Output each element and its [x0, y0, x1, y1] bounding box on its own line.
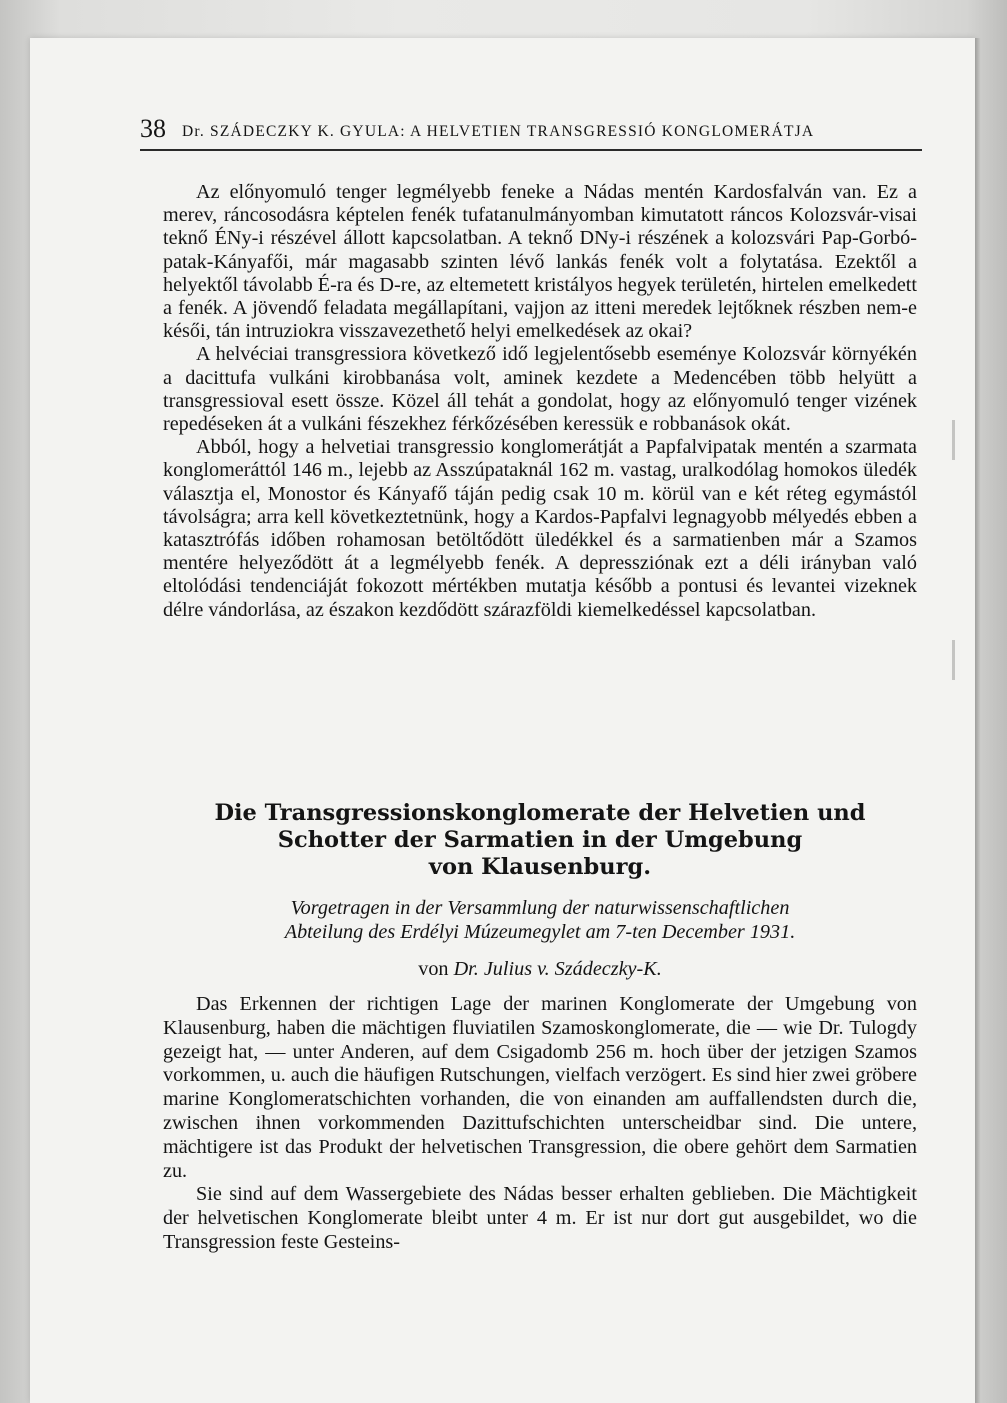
article-title: [163, 800, 917, 881]
author-line: [163, 957, 917, 981]
article-subtitle: [163, 897, 917, 944]
page-edge-shadow: [975, 38, 981, 1403]
german-text: [163, 993, 917, 1255]
paragraph: Sie sind auf dem Wassergebiete des Nádas besser erhalten geblieben. Die Mächtigkeit der helvetischen Konglomerate bleibt unter 4 m. Er ist nur dort gut ausgebildet, wo die Transgression feste Gesteins-: [163, 1183, 917, 1253]
title-line: von Klausenburg.: [428, 854, 652, 880]
running-title: Dr. SZÁDECZKY K. GYULA: A HELVETIEN TRANSGRESSIÓ KONGLOMERÁTJA: [182, 123, 815, 140]
hungarian-text: [163, 181, 917, 622]
author-prefix: von: [418, 958, 449, 980]
subtitle-line: Vorgetragen in der Versammlung der naturwissenschaftlichen: [290, 897, 790, 919]
scan-artifact: [952, 420, 955, 460]
subtitle-line: Abteilung des Erdélyi Múzeumegylet am 7-ten December 1931.: [284, 920, 796, 943]
paragraph: Abból, hogy a helvetiai transgressio konglomerátját a Papfalvipatak mentén a szarmata konglomeráttól 146 m., lejebb az Asszúpataknál 162 m. vastag, uralkodólag homokos üledék választja el, Monostor és Kányafő táján pedig csak 10 m. körül van e két réteg egymástól távolságra; arra kell következtetnünk, hogy a Kardos-Papfalvi legnagyobb mélyedés ebben a katasztrófás időben rohamosan betöltődött üledékkel és a sarmatienben már a Szamos mentére helyeződött át a legmélyebb fenék. A depressziónak ezt a déli irányban való eltolódási tendenciáját fokozott mértékben mutatja később a pontusi és levantei vizeknek délre vándorlása, az északon kezdődött szárazföldi kiemelkedéssel kapcsolatban.: [163, 436, 917, 621]
page-number: 38: [140, 114, 166, 143]
page-header: [140, 112, 920, 150]
header-rule: [140, 149, 922, 151]
paragraph: Az előnyomuló tenger legmélyebb feneke a Nádas mentén Kardosfalván van. Ez a merev, ráncosodásra képtelen fenék tufatanulmányomban kimutatott ráncos Kolozsvár-visai teknő ÉNy-i részével állott kapcsolatban. A teknő DNy-i részének a kolozsvári Pap-Gorbó-patak-Kányafői, már magasabb szinten lévő lankás fenék volt a folytatása. Ezektől a helyektől távolabb É-ra és D-re, az eltemetett kristályos hegyek területén, hirtelen emelkedett a fenék. A jövendő feladata megállapítani, vajjon az itteni meredek lejtőknek részben nem-e késői, tán intruziokra visszavezethető helyi emelkedések az okai?: [163, 181, 917, 343]
scan-artifact: [952, 640, 955, 680]
paragraph: A helvéciai transgressiora következő idő legjelentősebb eseménye Kolozsvár környékén a dacittufa vulkáni kirobbanása volt, aminek kezdete a Medencében több helyütt a transgressioval esett össze. Közel áll tehát a gondolat, hogy az előnyomuló tenger vizének repedéseken át a vulkáni fészekhez férkőzésében keressük e robbanások okát.: [163, 343, 917, 436]
paragraph: Das Erkennen der richtigen Lage der marinen Konglomerate der Umgebung von Klausenburg, haben die mächtigen fluviatilen Szamoskonglomerate, die — wie Dr. Tulogdy gezeigt hat, — unter Anderen, auf dem Csigadomb 256 m. hoch über der jetzigen Szamos vorkommen, u. auch die häufigen Rutschungen, vielfach verzögert. Es sind hier zwei gröbere marine Konglomeratschichten vorhanden, die von einanden am auffallendsten durch die, zwischen ihnen vorkommenden Dazittufschichten unterscheidbar sind. Die untere, mächtigere ist das Produkt der helvetischen Transgression, die obere gehört dem Sarmatien zu.: [163, 993, 917, 1182]
author-name: Dr. Julius v. Szádeczky-K.: [453, 958, 662, 980]
title-line: Schotter der Sarmatien in der Umgebung: [277, 827, 803, 853]
title-line: Die Transgressionskonglomerate der Helvetien und: [214, 800, 866, 826]
